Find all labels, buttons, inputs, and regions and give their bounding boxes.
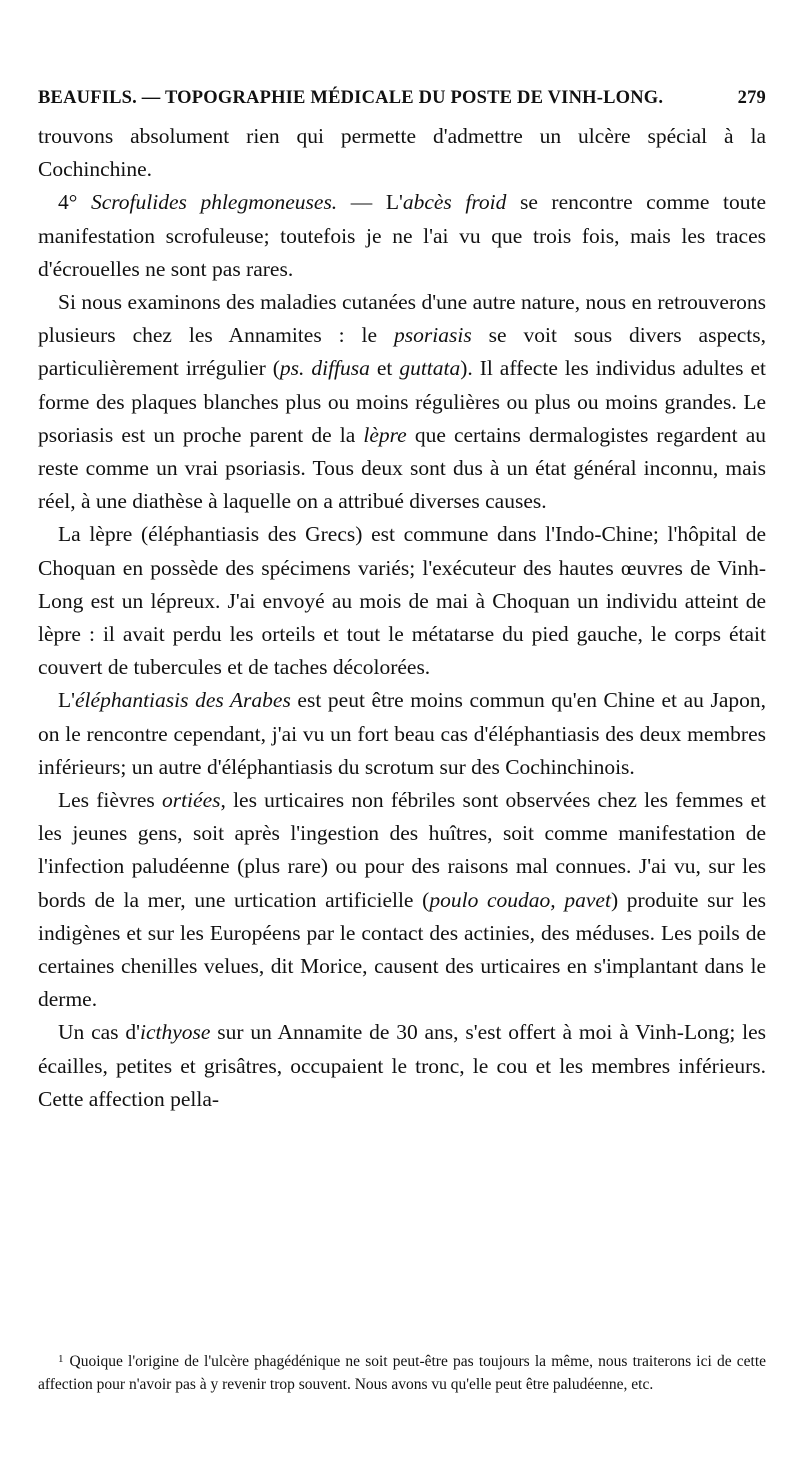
term-icthyose: icthyose (140, 1020, 211, 1045)
footnote-marker: 1 (58, 1353, 64, 1365)
footnote-text: Quoique l'origine de l'ulcère phagédénique ne soit peut-être pas toujours la même, nous traiterons ici de cette affection pour n'avoir pas à y revenir trop souvent. Nous avons vu qu'elle peut être paludéenne, etc. (38, 1353, 766, 1393)
paragraph-continuation: trouvons absolument rien qui permette d'admettre un ulcère spécial à la Cochinchine. (38, 124, 766, 182)
paragraph-elephantiasis: L'éléphantiasis des Arabes est peut être moins commun qu'en Chine et au Japon, on le rencontre cependant, j'ai vu un fort beau cas d'éléphantiasis des deux membres inférieurs; un autre d'éléphantiasis du scrotum sur des Cochinchinois. (38, 688, 766, 779)
term-elephantiasis-arabes: éléphantiasis des Arabes (75, 688, 291, 713)
term-abces-froid: abcès froid (402, 190, 507, 215)
section-number: 4° (58, 190, 78, 215)
paragraph-psoriasis: Si nous examinons des maladies cutanées d'une autre nature, nous en retrouverons plusieurs chez les Annamites : le psoriasis se voit sous divers aspects, particulièrement irrégulier (ps. diffusa et guttata). Il affecte les individus adultes et forme des plaques blanches plus ou moins régulières ou plus ou moins grandes. Le psoriasis est un proche parent de la lèpre que certains dermalogistes regardent au reste comme un vrai psoriasis. Tous deux sont dus à un état général inconnu, mais réel, à une diathèse à laquelle on a attribué diverses causes. (38, 290, 766, 514)
paragraph-lepre: La lèpre (éléphantiasis des Grecs) est commune dans l'Indo-Chine; l'hôpital de Choquan en possède des spécimens variés; l'exécuteur des hautes œuvres de Vinh-Long est un lépreux. J'ai envoyé au mois de mai à Choquan un individu atteint de lèpre : il avait perdu les orteils et tout le métatarse du pied gauche, le corps était couvert de tubercules et de taches décolorées. (38, 522, 766, 680)
paragraph-urticaires: Les fièvres ortiées, les urticaires non fébriles sont observées chez les femmes et les jeunes gens, soit après l'ingestion des huîtres, soit comme manifestation de l'infection paludéenne (plus rare) ou pour des raisons mal connues. J'ai vu, sur les bords de la mer, une urtication artificielle (poulo coudao, pavet) produite sur les indigènes et sur les Européens par le contact des actinies, des méduses. Les poils de certaines chenilles velues, dit Morice, causent des urticaires en s'implantant dans le derme. (38, 788, 767, 1012)
running-title: BEAUFILS. — TOPOGRAPHIE MÉDICALE DU POSTE DE VINH-LONG. (38, 88, 664, 108)
term-ortiees: ortiées (161, 788, 221, 813)
term-psoriasis: psoriasis (394, 323, 472, 348)
term-ps-diffusa: ps. diffusa (279, 356, 370, 381)
footnote (38, 1348, 766, 1396)
running-header (38, 88, 766, 114)
section-heading: Scrofulides phlegmoneuses. (90, 190, 338, 215)
body-text (38, 120, 766, 1116)
term-poulo-coudao: poulo coudao, pavet (429, 887, 611, 912)
paragraph-scrofulides: 4° Scrofulides phlegmoneuses. — L'abcès froid se rencontre comme toute manifestation scrofuleuse; toutefois je ne l'ai vu que trois fois, mais les traces d'écrouelles ne sont pas rares. (38, 190, 767, 281)
paragraph-icthyose: Un cas d'icthyose sur un Annamite de 30 ans, s'est offert à moi à Vinh-Long; les écailles, petites et grisâtres, occupaient le tronc, le cou et les membres inférieurs. Cette affection pella- (38, 1020, 767, 1111)
term-lepre: lèpre (363, 422, 407, 447)
page-number: 279 (737, 88, 766, 108)
footnotes (38, 1348, 766, 1396)
term-guttata: guttata (399, 356, 461, 381)
